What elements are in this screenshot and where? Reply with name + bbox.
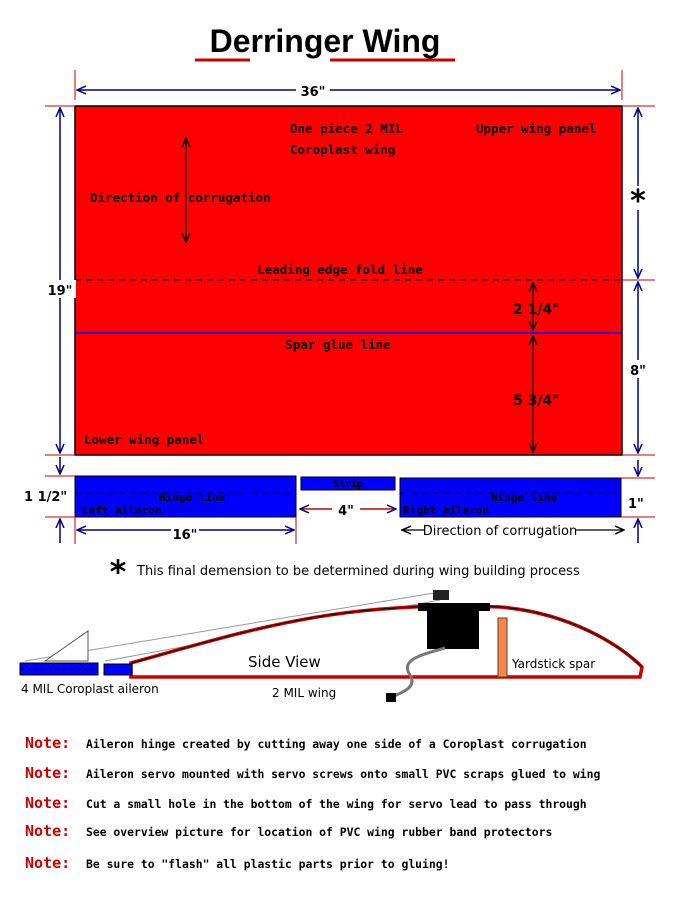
aileron-corrugation-label: Direction of corrugation <box>422 524 578 539</box>
spar-offset-label: 5 3/4" <box>513 393 560 409</box>
spar-label: Yardstick spar <box>512 657 596 671</box>
leading-edge-fold-label: Leading edge fold line <box>257 262 423 277</box>
page-title: Derringer Wing <box>209 23 441 59</box>
note-text: Aileron servo mounted with servo screws onto small PVC scraps glued to wing <box>86 767 601 781</box>
asterisk-marker: * <box>630 184 646 219</box>
wing-material-label: 2 MIL wing <box>272 686 337 700</box>
control-horn <box>45 631 88 661</box>
right-aileron-label: Right aileron <box>403 504 490 517</box>
aileron-length-label: 16" <box>172 528 198 543</box>
note-label: Note: <box>25 734 71 752</box>
leading-offset-label: 2 1/4" <box>513 302 560 318</box>
coroplast-wing-label: Coroplast wing <box>290 142 396 157</box>
left-hinge-label: Hinge line <box>158 491 226 504</box>
note-label: Note: <box>25 794 71 812</box>
asterisk-note: This final demension to be determined during wing building process <box>137 564 580 579</box>
left-aileron-label: Left aileron <box>82 504 162 517</box>
note-text: Be sure to "flash" all plastic parts prior to gluing! <box>86 857 450 871</box>
height-label: 19" <box>47 284 73 299</box>
aileron-hinge-block <box>104 664 132 675</box>
right-height-label: 1" <box>628 497 644 512</box>
note-label: Note: <box>25 764 71 782</box>
lower-section-label: 8" <box>630 364 646 379</box>
note-text: Aileron hinge created by cutting away one side of a Coroplast corrugation <box>86 737 587 751</box>
spar-glue-label: Spar glue line <box>285 337 391 352</box>
direction-of-corrugation-label: Direction of corrugation <box>90 190 271 205</box>
note-label: Note: <box>25 854 71 872</box>
aileron-material-label: 4 MIL Coroplast aileron <box>21 682 159 696</box>
one-piece-label: One piece 2 MIL <box>290 121 403 136</box>
note-text: See overview picture for location of PVC wing rubber band protectors <box>86 825 553 839</box>
width-label: 36" <box>300 85 326 100</box>
aileron-width-label: 1 1/2" <box>24 490 68 505</box>
lower-wing-panel-label: Lower wing panel <box>84 432 205 447</box>
yardstick-spar <box>498 618 507 677</box>
asterisk-icon: * <box>109 553 127 591</box>
note-text: Cut a small hole in the bottom of the wing for servo lead to pass through <box>86 797 587 811</box>
right-hinge-label: Hinge line <box>490 491 558 504</box>
side-view-title: Side View <box>248 653 321 671</box>
servo-icon <box>427 607 479 649</box>
notes-list <box>25 734 600 872</box>
strip-label: Strip <box>332 479 364 490</box>
note-label: Note: <box>25 822 71 840</box>
strip-width-label: 4" <box>338 504 354 519</box>
upper-wing-panel-label: Upper wing panel <box>476 121 597 136</box>
